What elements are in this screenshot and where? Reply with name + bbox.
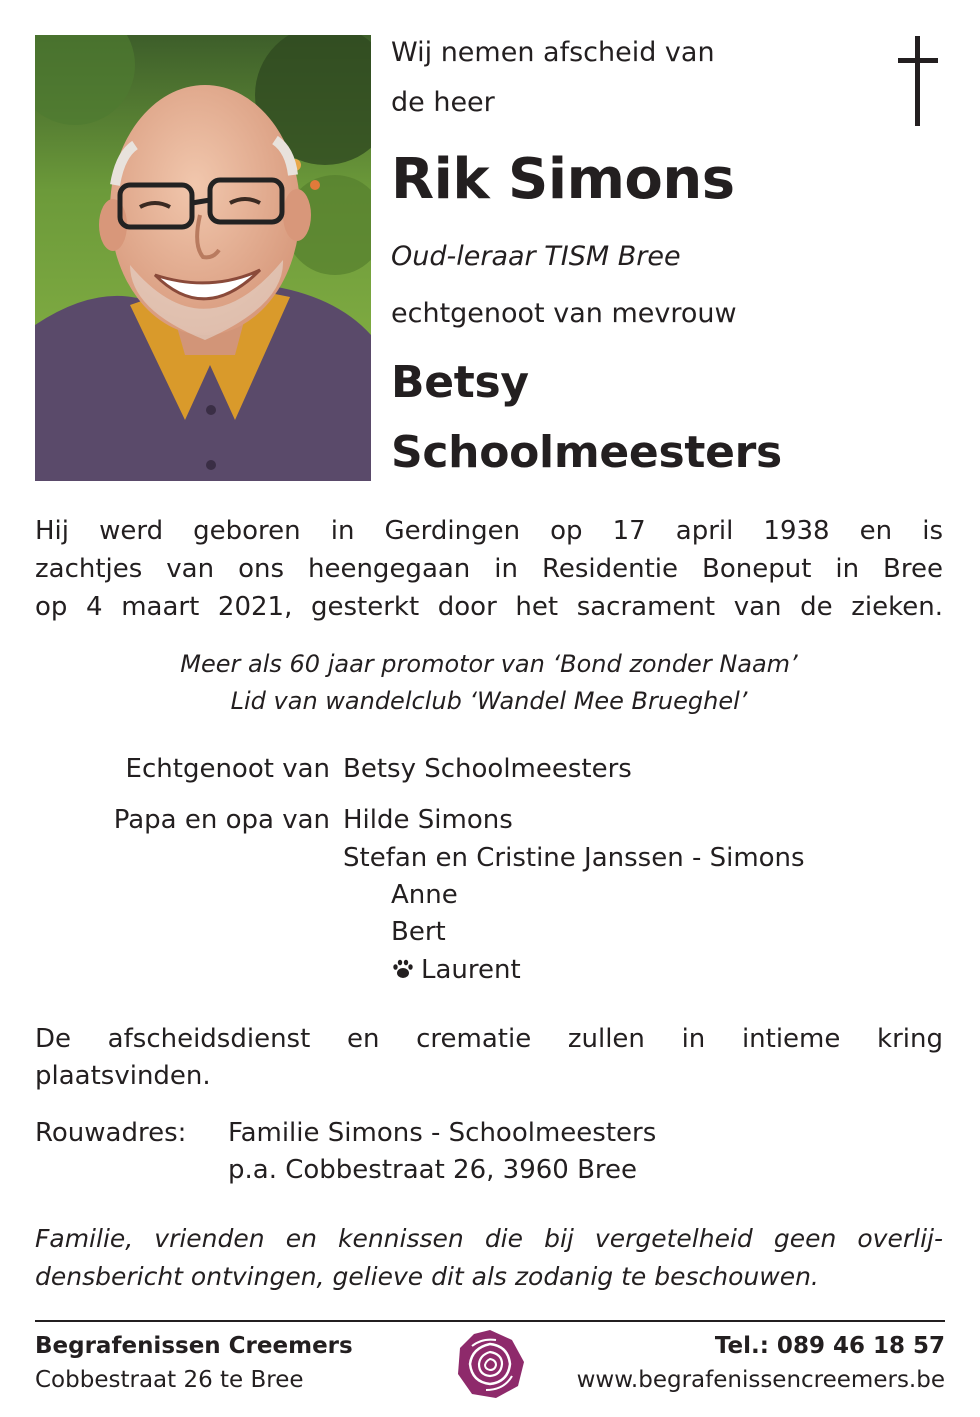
occupation: Oud-leraar TISM Bree [391, 241, 681, 272]
portrait-photo [35, 35, 371, 481]
grandchild-2: Bert [391, 917, 446, 947]
grandchild-3-row [391, 952, 521, 989]
bio-line-1: Hij werd geboren in Gerdingen op 17 april 1938 en is [35, 516, 943, 546]
intro-line-1: Wij nemen afscheid van [391, 37, 715, 68]
footer-divider [35, 1320, 945, 1322]
bio-line-2: zachtjes van ons heengegaan in Residentie Boneput in Bree [35, 554, 943, 584]
bio-line-3: op 4 maart 2021, gesterkt door het sacrament van de zieken. [35, 592, 943, 622]
grandchild-1: Anne [391, 880, 458, 910]
service-line-2: plaatsvinden. [35, 1061, 211, 1091]
children-label: Papa en opa van [113, 805, 330, 835]
intro-line-2: de heer [391, 87, 495, 118]
deceased-name: Rik Simons [391, 147, 735, 212]
spouse-value: Betsy Schoolmeesters [343, 754, 632, 784]
spouse-label: Echtgenoot van [125, 754, 330, 784]
spouse-intro: echtgenoot van mevrouw [391, 298, 737, 329]
cross-icon [896, 36, 940, 128]
company-phone: Tel.: 089 46 18 57 [714, 1333, 945, 1359]
service-line-1: De afscheidsdienst en crematie zullen in intieme kring [35, 1024, 943, 1054]
address-line-2: p.a. Cobbestraat 26, 3960 Bree [228, 1155, 638, 1185]
child-2: Stefan en Cristine Janssen - Simons [343, 843, 805, 873]
notice-line-1: Familie, vrienden en kennissen die bij vergetelheid geen overlij- [35, 1224, 943, 1253]
activities-line-1: Meer als 60 jaar promotor van ‘Bond zonder Naam’ [180, 650, 798, 678]
address-line-1: Familie Simons - Schoolmeesters [228, 1118, 657, 1148]
rose-logo [452, 1326, 528, 1402]
grandchild-3: Laurent [421, 955, 521, 985]
activities-line-2: Lid van wandelclub ‘Wandel Mee Brueghel’ [230, 687, 748, 715]
spouse-name-line-1: Betsy [391, 357, 529, 408]
company-name: Begrafenissen Creemers [35, 1333, 353, 1359]
company-website[interactable]: www.begrafenissencreemers.be [576, 1367, 945, 1393]
company-street: Cobbestraat 26 te Bree [35, 1367, 304, 1393]
address-label: Rouwadres: [35, 1118, 187, 1148]
notice-line-2: densbericht ontvingen, gelieve dit als zodanig te beschouwen. [35, 1262, 819, 1291]
spouse-name-line-2: Schoolmeesters [391, 427, 782, 478]
paw-icon [391, 955, 415, 979]
child-1: Hilde Simons [343, 805, 513, 835]
